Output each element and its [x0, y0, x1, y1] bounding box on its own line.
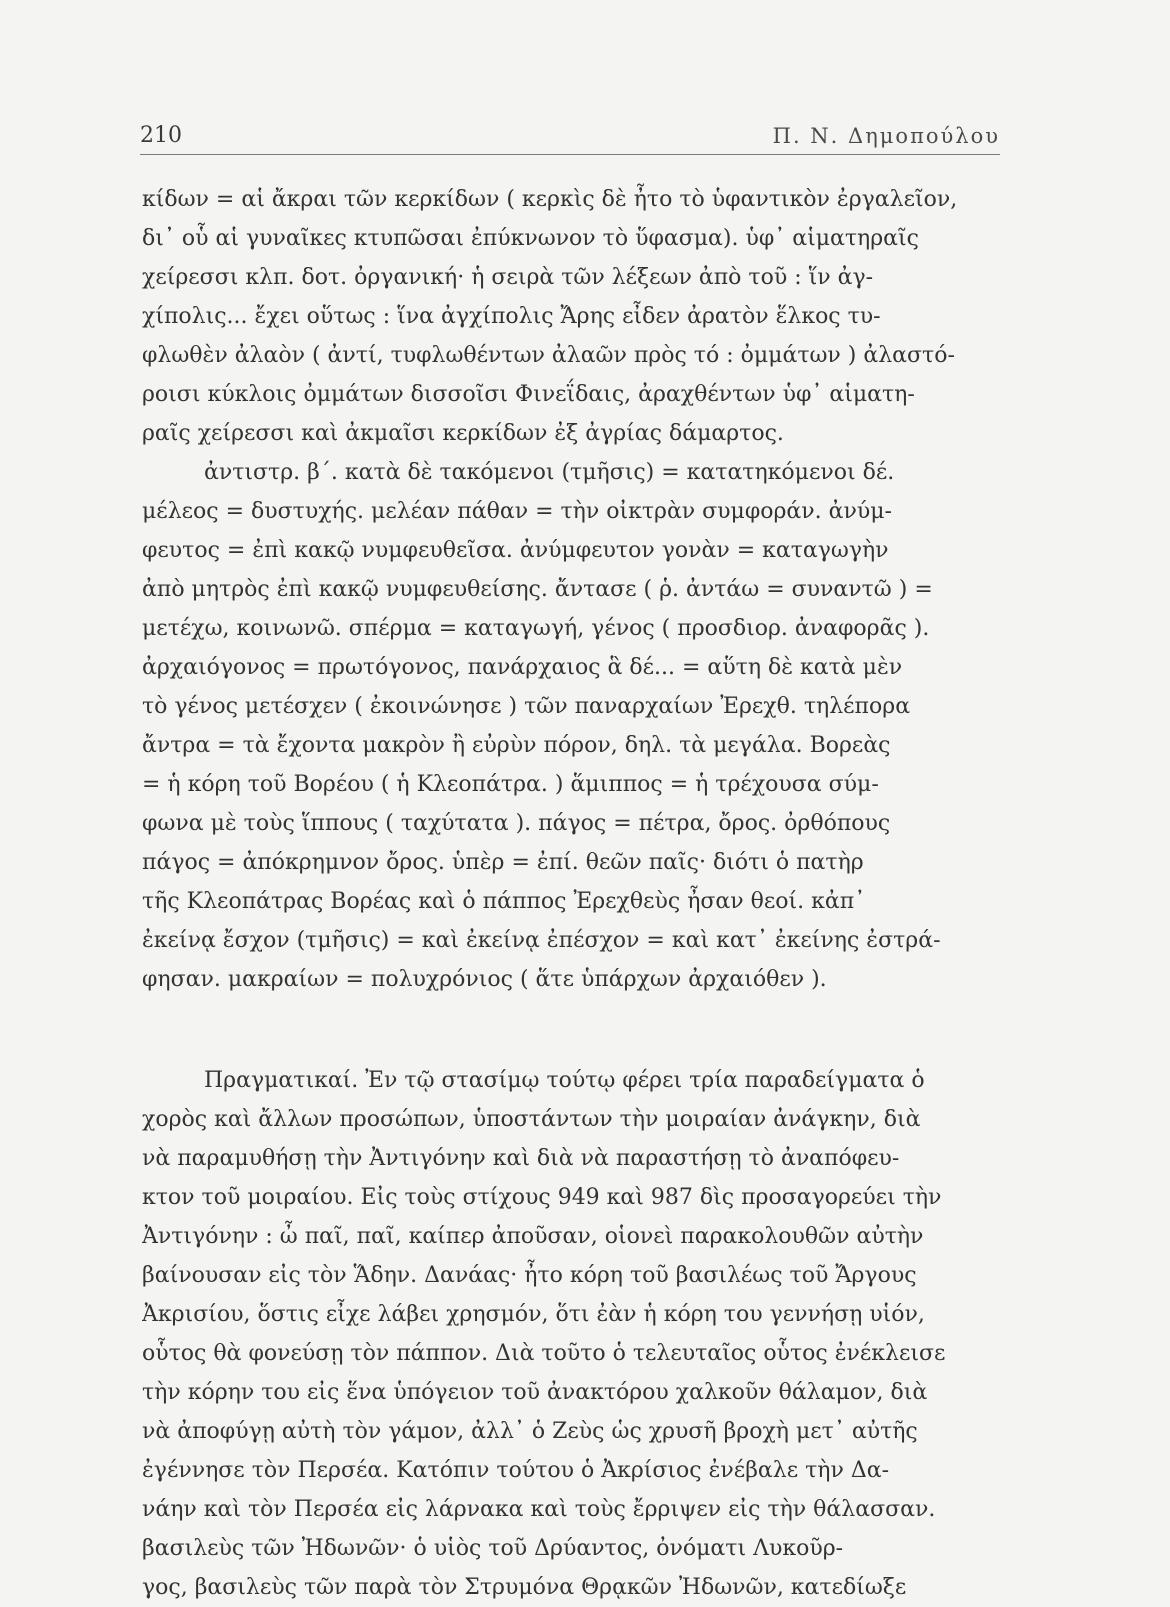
text-line: βασιλεὺς τῶν Ἠδωνῶν· ὁ υἱὸς τοῦ Δρύαντος, ὀνόματι Λυκοῦρ- [142, 1536, 844, 1561]
text-line: ἀρχαιόγονος = πρωτόγονος, πανάρχαιος ἃ δέ... = αὕτη δὲ κατὰ μὲν [142, 655, 903, 680]
text-line: τὴν κόρην του εἰς ἕνα ὑπόγειον τοῦ ἀνακτόρου χαλκοῦν θάλαμον, διὰ [142, 1380, 928, 1405]
text-line: χορὸς καὶ ἄλλων προσώπων, ὑποστάντων τὴν μοιραίαν ἀνάγκην, διὰ [142, 1107, 921, 1132]
commentary-paragraph-1 [142, 180, 990, 453]
text-line: = ἡ κόρη τοῦ Βορέου ( ἡ Κλεοπάτρα. ) ἅμιππος = ἡ τρέχουσα σύμ- [142, 772, 879, 797]
text-line: Πραγματικαί. Ἐν τῷ στασίμῳ τούτῳ φέρει τρία παραδείγματα ὁ [204, 1068, 925, 1093]
text-line: νὰ παραμυθήσῃ τὴν Ἀντιγόνην καὶ διὰ νὰ παραστήσῃ τὸ ἀναπόφευ- [142, 1146, 900, 1171]
body-text [142, 180, 990, 1607]
text-line: ραῖς χείρεσσι καὶ ἀκμαῖσι κερκίδων ἐξ ἀγρίας δάμαρτος. [142, 421, 784, 446]
text-line: φωνα μὲ τοὺς ἵππους ( ταχύτατα ). πάγος = πέτρα, ὄρος. ὀρθόπους [142, 811, 891, 836]
text-line: Ἀκρισίου, ὅστις εἶχε λάβει χρησμόν, ὅτι ἐὰν ἡ κόρη του γεννήσῃ υἱόν, [142, 1302, 925, 1327]
text-line: Ἀντιγόνην : ὦ παῖ, παῖ, καίπερ ἀποῦσαν, οἱονεὶ παρακολουθῶν αὐτὴν [142, 1224, 924, 1249]
text-line: φευτος = ἐπὶ κακῷ νυμφευθεῖσα. ἀνύμφευτον γονὰν = καταγωγὴν [142, 538, 889, 563]
text-line: ἐκείνᾳ ἔσχον (τμῆσις) = καὶ ἐκείνᾳ ἐπέσχον = καὶ κατ᾿ ἐκείνης ἐστρά- [142, 928, 941, 953]
text-line: βαίνουσαν εἰς τὸν Ἅδην. Δανάας· ἦτο κόρη τοῦ βασιλέως τοῦ Ἄργους [142, 1263, 917, 1288]
historical-paragraph [142, 1061, 990, 1607]
text-line: ἐγέννησε τὸν Περσέα. Κατόπιν τούτου ὁ Ἀκρίσιος ἐνέβαλε τὴν Δα- [142, 1458, 890, 1483]
text-line: ἄντρα = τὰ ἔχοντα μακρὸν ἢ εὐρὺν πόρον, δηλ. τὰ μεγάλα. Βορεὰς [142, 733, 891, 758]
text-line: τῆς Κλεοπάτρας Βορέας καὶ ὁ πάππος Ἐρεχθεὺς ἦσαν θεοί. κἀπ᾿ [142, 889, 866, 914]
text-line: κίδων = αἱ ἄκραι τῶν κερκίδων ( κερκὶς δὲ ἦτο τὸ ὑφαντικὸν ἐργαλεῖον, [142, 187, 958, 212]
running-head: Π. Ν. Δημοπούλου [772, 124, 1000, 148]
text-line: πάγος = ἀπόκρημνον ὄρος. ὑπὲρ = ἐπί. θεῶν παῖς· διότι ὁ πατὴρ [142, 850, 864, 875]
page-number: 210 [140, 123, 182, 148]
text-line: κτον τοῦ μοιραίου. Εἰς τοὺς στίχους 949 καὶ 987 δὶς προσαγορεύει τὴν [142, 1185, 942, 1210]
text-line: οὗτος θὰ φονεύσῃ τὸν πάππον. Διὰ τοῦτο ὁ τελευταῖος οὗτος ἐνέκλεισε [142, 1341, 946, 1366]
text-line: χείρεσσι κλπ. δοτ. ὀργανική· ἡ σειρὰ τῶν λέξεων ἀπὸ τοῦ : ἵν ἀγ- [142, 265, 874, 290]
text-line: ἀπὸ μητρὸς ἐπὶ κακῷ νυμφευθείσης. ἄντασε ( ῥ. ἀντάω = συναντῶ ) = [142, 577, 933, 602]
text-line: φλωθὲν ἀλαὸν ( ἀντί, τυφλωθέντων ἀλαῶν πρὸς τό : ὀμμάτων ) ἀλαστό- [142, 343, 955, 368]
text-line: ροισι κύκλοις ὀμμάτων δισσοῖσι Φινεΐδαις, ἀραχθέντων ὑφ᾿ αἱματη- [142, 382, 915, 407]
commentary-paragraph-2 [142, 453, 990, 999]
text-line: τὸ γένος μετέσχεν ( ἐκοινώνησε ) τῶν παναρχαίων Ἐρεχθ. τηλέπορα [142, 694, 911, 719]
text-line: γος, βασιλεὺς τῶν παρὰ τὸν Στρυμόνα Θρᾳκῶν Ἠδωνῶν, κατεδίωξε [142, 1575, 907, 1600]
text-line: μετέχω, κοινωνῶ. σπέρμα = καταγωγή, γένος ( προσδιορ. ἀναφορᾶς ). [142, 616, 930, 641]
text-line: χίπολις... ἔχει οὕτως : ἵνα ἀγχίπολις Ἄρης εἶδεν ἀρατὸν ἕλκος τυ- [142, 304, 881, 329]
text-line: δι᾿ οὗ αἱ γυναῖκες κτυπῶσαι ἐπύκνωνον τὸ ὕφασμα). ὑφ᾿ αἱματηραῖς [142, 226, 919, 251]
text-line: νὰ ἀποφύγῃ αὐτὴ τὸν γάμον, ἀλλ᾿ ὁ Ζεὺς ὡς χρυσῆ βροχὴ μετ᾿ αὐτῆς [142, 1419, 918, 1444]
text-line: φησαν. μακραίων = πολυχρόνιος ( ἅτε ὑπάρχων ἀρχαιόθεν ). [142, 967, 827, 992]
text-line: μέλεος = δυστυχής. μελέαν πάθαν = τὴν οἰκτρὰν συμφοράν. ἀνύμ- [142, 499, 892, 524]
text-line: νάην καὶ τὸν Περσέα εἰς λάρνακα καὶ τοὺς ἔρριψεν εἰς τὴν θάλασσαν. [142, 1497, 936, 1522]
text-line: ἀντιστρ. β΄. κατὰ δὲ τακόμενοι (τμῆσις) = κατατηκόμενοι δέ. [204, 460, 895, 485]
paragraph-gap [142, 999, 990, 1061]
page-header [140, 114, 1000, 155]
